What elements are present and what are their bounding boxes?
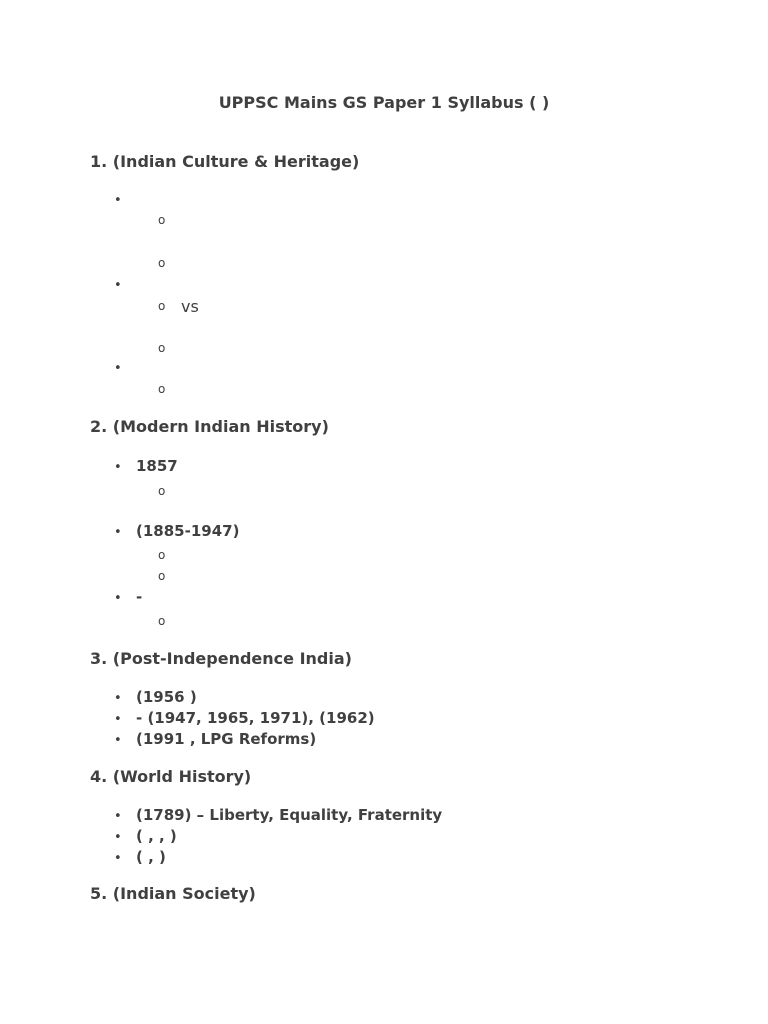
section-2-heading: 2. (Modern Indian History) [90, 417, 329, 436]
bullet-icon: • [114, 361, 122, 376]
bullet-icon: • [114, 691, 122, 706]
bullet-item: • - (1947, 1965, 1971), (1962) [114, 708, 375, 730]
bullet-icon: • [114, 278, 122, 293]
hollow-circle-icon: o [158, 213, 166, 227]
bullet-item [114, 189, 136, 211]
sub-bullet-item: o vs [158, 297, 199, 316]
bullet-icon: • [114, 809, 122, 824]
hollow-circle-icon: o [158, 256, 166, 270]
hollow-circle-icon: o [158, 548, 166, 562]
hollow-circle-icon: o [158, 614, 166, 628]
section-1-heading: 1. (Indian Culture & Heritage) [90, 152, 360, 171]
bullet-icon: • [114, 851, 122, 866]
bullet-item [114, 274, 136, 296]
bullet-icon: • [114, 591, 122, 606]
hollow-circle-icon: o [158, 484, 166, 498]
bullet-item [114, 357, 136, 379]
section-4-heading: 4. (World History) [90, 767, 252, 786]
bullet-item: • (1885-1947) [114, 521, 239, 543]
hollow-circle-icon: o [158, 569, 166, 583]
bullet-item: • (1789) – Liberty, Equality, Fraternity [114, 805, 442, 827]
bullet-item: • ( , , ) [114, 826, 177, 848]
bullet-item: • - [114, 587, 142, 609]
section-5-heading: 5. (Indian Society) [90, 884, 256, 903]
bullet-item: • (1991 , LPG Reforms) [114, 729, 316, 751]
section-3-heading: 3. (Post-Independence India) [90, 649, 352, 668]
bullet-icon: • [114, 733, 122, 748]
bullet-item: • ( , ) [114, 847, 166, 869]
hollow-circle-icon: o [158, 299, 166, 313]
bullet-icon: • [114, 525, 122, 540]
bullet-icon: • [114, 193, 122, 208]
bullet-item: • 1857 [114, 456, 178, 478]
bullet-icon: • [114, 712, 122, 727]
hollow-circle-icon: o [158, 382, 166, 396]
bullet-icon: • [114, 460, 122, 475]
hollow-circle-icon: o [158, 341, 166, 355]
page-title: UPPSC Mains GS Paper 1 Syllabus ( ) [218, 93, 550, 112]
bullet-item: • (1956 ) [114, 687, 197, 709]
bullet-icon: • [114, 830, 122, 845]
